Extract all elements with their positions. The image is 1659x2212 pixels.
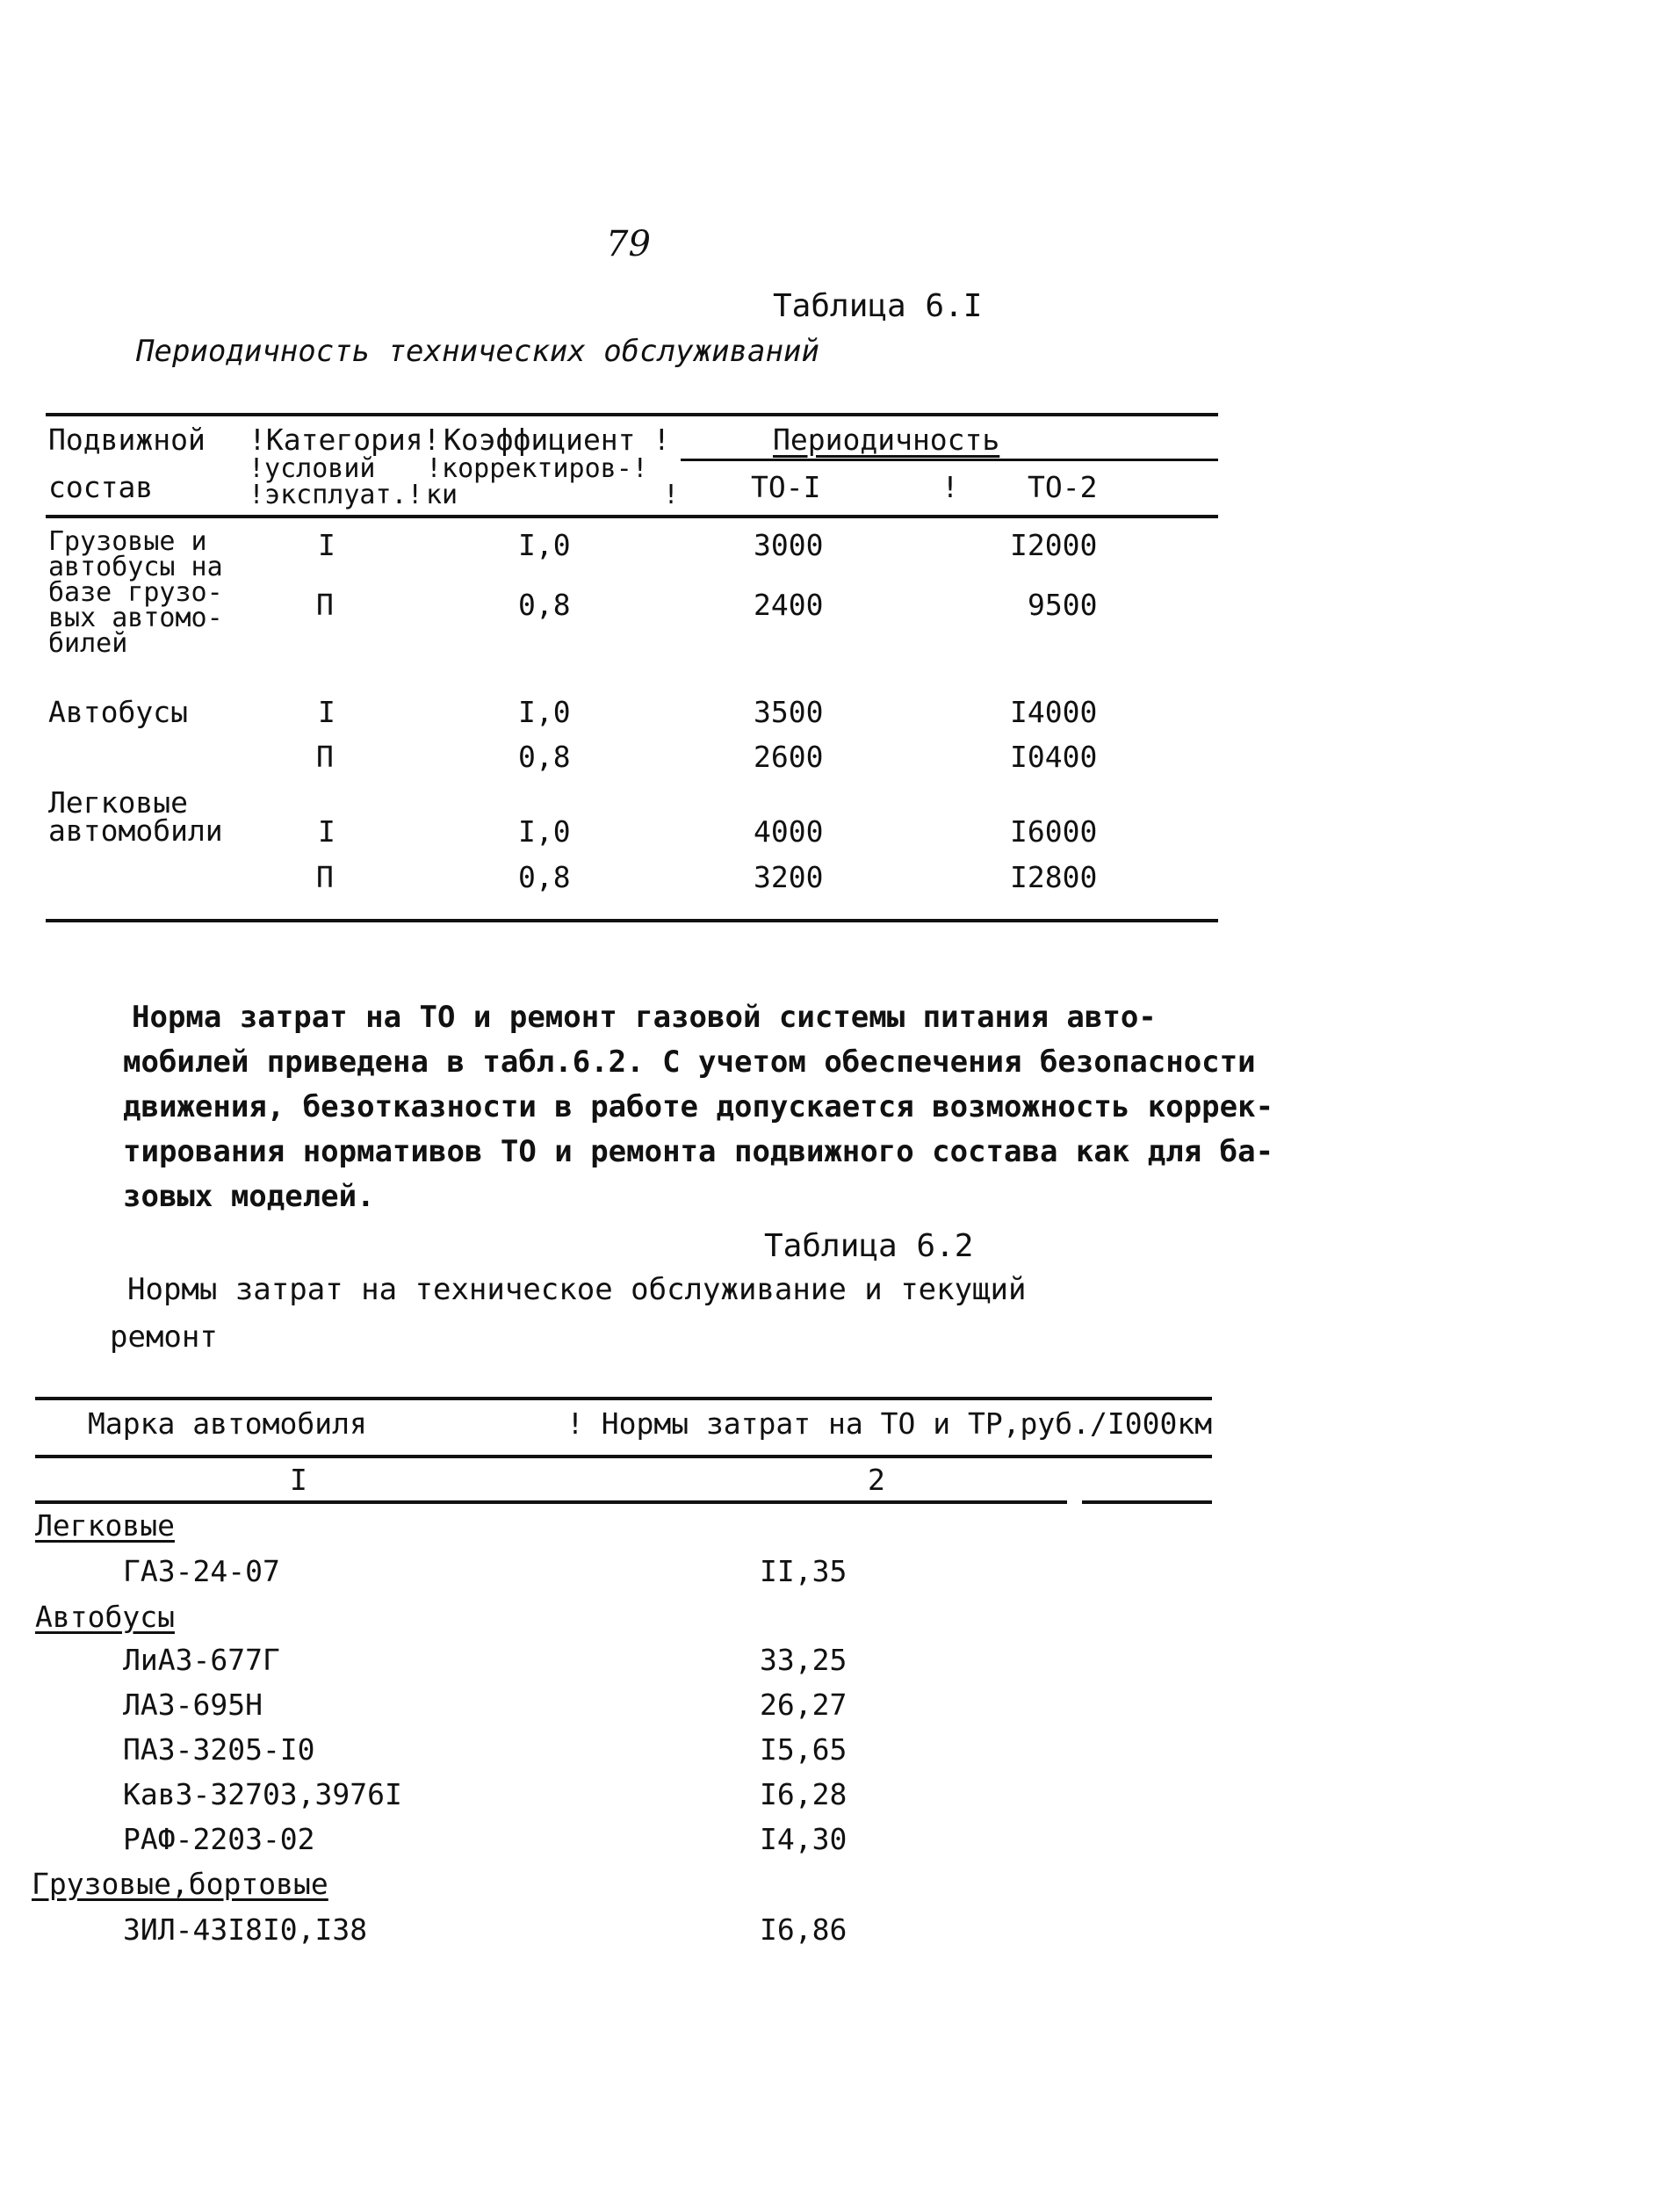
t1-group1-name-line: автобусы на: [48, 552, 223, 582]
table1-bottom-rule: [46, 919, 1218, 922]
t1-group2-name: Автобусы: [48, 695, 188, 729]
t1-group1-name-line: билей: [48, 628, 128, 659]
t2-head-col2: ! Нормы затрат на ТО и ТР,руб./I000км: [566, 1406, 1213, 1441]
t1-head-col2-line1: !Категория!: [249, 423, 441, 457]
t1-coef: I,0: [518, 814, 571, 849]
t1-head-sep: !: [941, 470, 959, 504]
t1-cat: I: [318, 814, 335, 849]
t1-group1-name-line: базе грузо-: [48, 577, 223, 608]
t1-to2: 9500: [1028, 588, 1098, 622]
t2-model: ЛАЗ-695Н: [123, 1688, 263, 1722]
t2-value: 33,25: [760, 1643, 848, 1677]
t1-to2: I6000: [1010, 814, 1098, 849]
table2-numbers-rule-right: [1082, 1500, 1212, 1504]
t1-head-periodicity: Периодичность: [773, 423, 1000, 457]
t2-head-num1: I: [290, 1463, 307, 1497]
t1-to1: 4000: [754, 814, 824, 849]
table1-title: Периодичность технических обслуживаний: [136, 334, 819, 369]
table2-title-line2: ремонт: [110, 1319, 218, 1355]
t1-head-col2-line2: !условий: [249, 453, 376, 484]
paragraph-line: зовых моделей.: [123, 1179, 375, 1214]
page-number: 79: [606, 224, 651, 264]
t2-value: 26,27: [760, 1688, 848, 1722]
t2-section-heading: Легковые: [35, 1508, 175, 1543]
t1-to1: 3000: [754, 528, 824, 562]
paragraph-line: Норма затрат на ТО и ремонт газовой системы питания авто-: [132, 1000, 1157, 1035]
t1-cat: П: [316, 860, 334, 894]
t1-cat: I: [318, 695, 335, 729]
t2-section-heading: Грузовые,бортовые: [32, 1867, 328, 1901]
paragraph-line: тирования нормативов ТО и ремонта подвижного состава как для ба-: [123, 1134, 1274, 1169]
t1-to2: I0400: [1010, 740, 1098, 774]
t1-head-col1-line1: Подвижной: [48, 423, 206, 457]
t1-head-col1-line2: состав: [48, 470, 154, 504]
t2-value: I4,30: [760, 1822, 848, 1856]
t1-head-to2: ТО-2: [1028, 470, 1098, 504]
t2-value: I6,86: [760, 1912, 848, 1947]
t2-value: II,35: [760, 1554, 848, 1588]
t1-to2: I2000: [1010, 528, 1098, 562]
t1-to1: 2400: [754, 588, 824, 622]
t1-head-col2-line3: !эксплуат.!: [249, 480, 423, 510]
t2-model: ГАЗ-24-07: [123, 1554, 280, 1588]
t2-head-col1: Марка автомобиля: [88, 1406, 367, 1441]
t1-group3-name-line: Легковые: [48, 785, 188, 820]
paragraph-line: мобилей приведена в табл.6.2. С учетом обеспечения безопасности: [123, 1045, 1256, 1080]
t1-cat: П: [316, 588, 334, 622]
t1-head-to1: ТО-I: [751, 470, 821, 504]
table2-caption: Таблица 6.2: [764, 1228, 974, 1264]
t2-section-heading: Автобусы: [35, 1600, 175, 1634]
table2-header-rule: [35, 1455, 1212, 1458]
body-paragraph: [123, 995, 1274, 1219]
t1-group1-name: [48, 526, 223, 659]
t1-coef: 0,8: [518, 588, 571, 622]
paragraph-line: движения, безотказности в работе допускается возможность коррек-: [123, 1089, 1274, 1124]
t1-coef: I,0: [518, 528, 571, 562]
t1-coef: 0,8: [518, 740, 571, 774]
t1-to1: 3200: [754, 860, 824, 894]
t1-head-group-rule: [681, 459, 1218, 461]
t1-coef: 0,8: [518, 860, 571, 894]
t2-model: РАФ-2203-02: [123, 1822, 315, 1856]
table1-top-rule: [46, 413, 1218, 416]
table2-top-rule: [35, 1397, 1212, 1400]
t2-model: КавЗ-32703,3976I: [123, 1777, 402, 1811]
t2-model: ЗИЛ-43I8I0,I38: [123, 1912, 368, 1947]
t1-head-col3-line2: !корректиров-!: [426, 453, 648, 484]
t1-to1: 3500: [754, 695, 824, 729]
t1-head-col3-line1: Коэффициент !: [444, 423, 671, 457]
t2-value: I5,65: [760, 1732, 848, 1767]
t1-head-col3-excl: !: [663, 480, 680, 510]
table1-caption: Таблица 6.I: [773, 288, 983, 324]
table2-title-line1: Нормы затрат на техническое обслуживание и текущий: [127, 1272, 1027, 1307]
t1-to2: I4000: [1010, 695, 1098, 729]
t1-cat: I: [318, 528, 335, 562]
t1-group3-name: [48, 785, 223, 848]
t1-coef: I,0: [518, 695, 571, 729]
t1-group3-name-line: автомобили: [48, 813, 223, 848]
t2-model: ПАЗ-3205-I0: [123, 1732, 315, 1767]
table2-numbers-rule: [35, 1500, 1067, 1504]
t2-head-num2: 2: [868, 1463, 885, 1497]
table1-header-rule: [46, 515, 1218, 518]
t1-to1: 2600: [754, 740, 824, 774]
t2-model: ЛиАЗ-677Г: [123, 1643, 280, 1677]
t1-cat: П: [316, 740, 334, 774]
t1-to2: I2800: [1010, 860, 1098, 894]
t1-head-col3-line3: ки: [426, 480, 458, 510]
t1-group1-name-line: вых автомо-: [48, 603, 223, 633]
t2-value: I6,28: [760, 1777, 848, 1811]
t1-group1-name-line: Грузовые и: [48, 526, 207, 557]
